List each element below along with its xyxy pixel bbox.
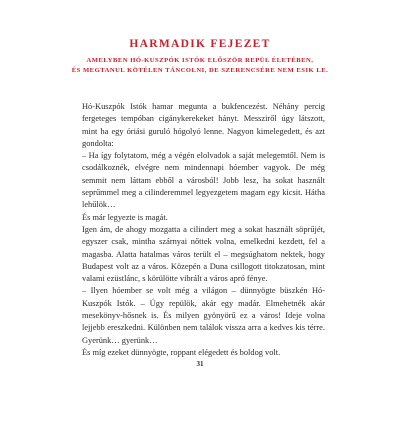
chapter-subtitle xyxy=(0,56,400,76)
paragraph: Hó-Kuszpók Istók hamar megunta a bukfencezést. Néhány percig fergeteges tempóban cigánykerekeket hányt. Messziről úgy látszott, mint ha egy óriási guruló hógolyó lenne. Nagyon kimelegedett, és azt gondolta: xyxy=(82,102,325,148)
paragraph: – Ha így folytatom, még a végén elolvadok a saját melegemtől. Nem is csodálkoznék, elvégre nem mindennapi hóember vagyok. De még semmit nem láttam ebből a városból! Jobb lesz, ha sokat használt seprűmmel meg a cilinderemmel legyezgetem magam egy kicsit. Hátha lehűlök… xyxy=(82,151,325,210)
page-number: 31 xyxy=(196,360,204,368)
chapter-title: HARMADIK FEJEZET xyxy=(129,38,271,50)
paragraph: És már legyezte is magát. xyxy=(82,212,168,222)
paragraph: – Ilyen hóember se volt még a világon – dünnyögte büszkén Hó-Kuszpók Istók. – Úgy repülök, akár egy madár. Elmehetnék akár mesekönyv-hősnek is. És milyen gyönyörű ez a város! Ideje volna lejjebb ereszkedni. Különben nem találok vissza arra a kedves kis térre. Gyerünk… gyerünk… xyxy=(82,286,325,345)
paragraph: És míg ezeket dünnyögte, roppant elégedett és boldog volt. xyxy=(82,347,281,357)
chapter-subtitle-line: ÉS MEGTANUL KÖTÉLEN TÁNCOLNI, DE SZERENCSÉRE NEM ESIK LE. xyxy=(71,67,329,74)
chapter-body-text xyxy=(82,101,325,359)
chapter-subtitle-line: AMELYBEN HÓ-KUSZPÓK ISTÓK ELŐSZÖR REPÜL ÉLETÉBEN, xyxy=(86,57,314,64)
paragraph: Igen ám, de ahogy mozgatta a cilindert meg a sokat használt söprűjét, egyszer csak, mintha szárnyai nőttek volna, emelkedni kezdett, fel a magasba. Alatta hatalmas város terült el – megsúghatom nektek, hogy Budapest volt az a város. Közepén a Duna csillogott titokzatosan, mint valami ezüstlánc, s körülötte vibrált a város apró fénye. xyxy=(82,224,325,284)
